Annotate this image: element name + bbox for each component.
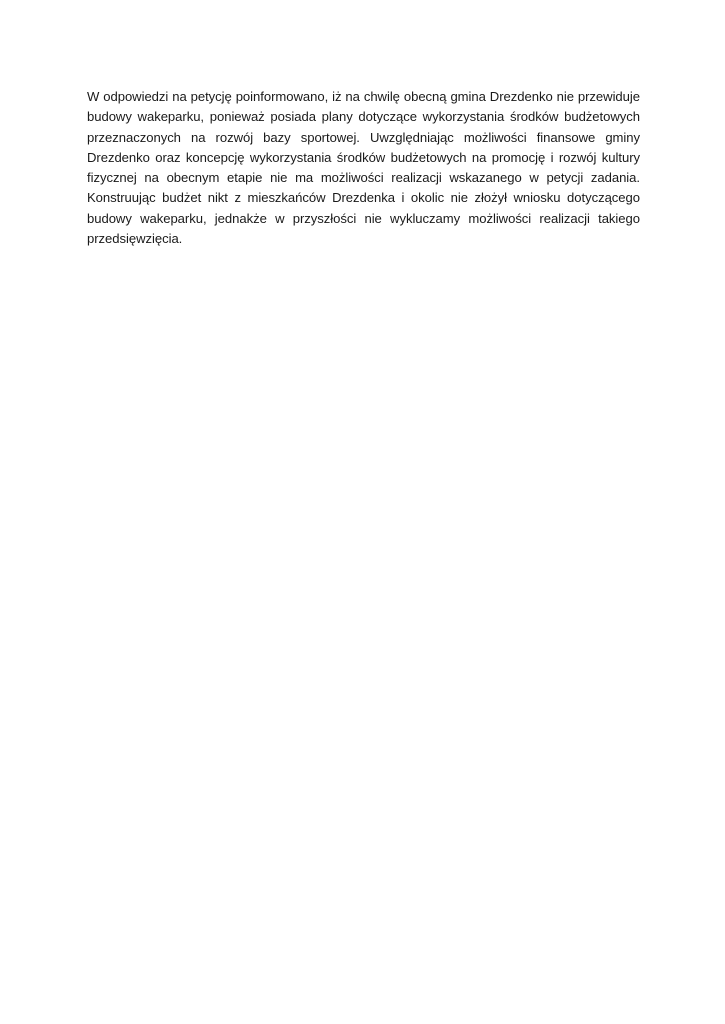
document-body: [87, 87, 640, 249]
petition-response-paragraph: W odpowiedzi na petycję poinformowano, iż na chwilę obecną gmina Drezdenko nie przewiduje budowy wakeparku, ponieważ posiada plany dotyczące wykorzystania środków budżetowych przeznaczonych na rozwój bazy sportowej. Uwzględniając możliwości finansowe gminy Drezdenko oraz koncepcję wykorzystania środków budżetowych na promocję i rozwój kultury fizycznej na obecnym etapie nie ma możliwości realizacji wskazanego w petycji zadania. Konstruując budżet nikt z mieszkańców Drezdenka i okolic nie złożył wniosku dotyczącego budowy wakeparku, jednakże w przyszłości nie wykluczamy możliwości realizacji takiego przedsięwzięcia.: [87, 89, 640, 247]
